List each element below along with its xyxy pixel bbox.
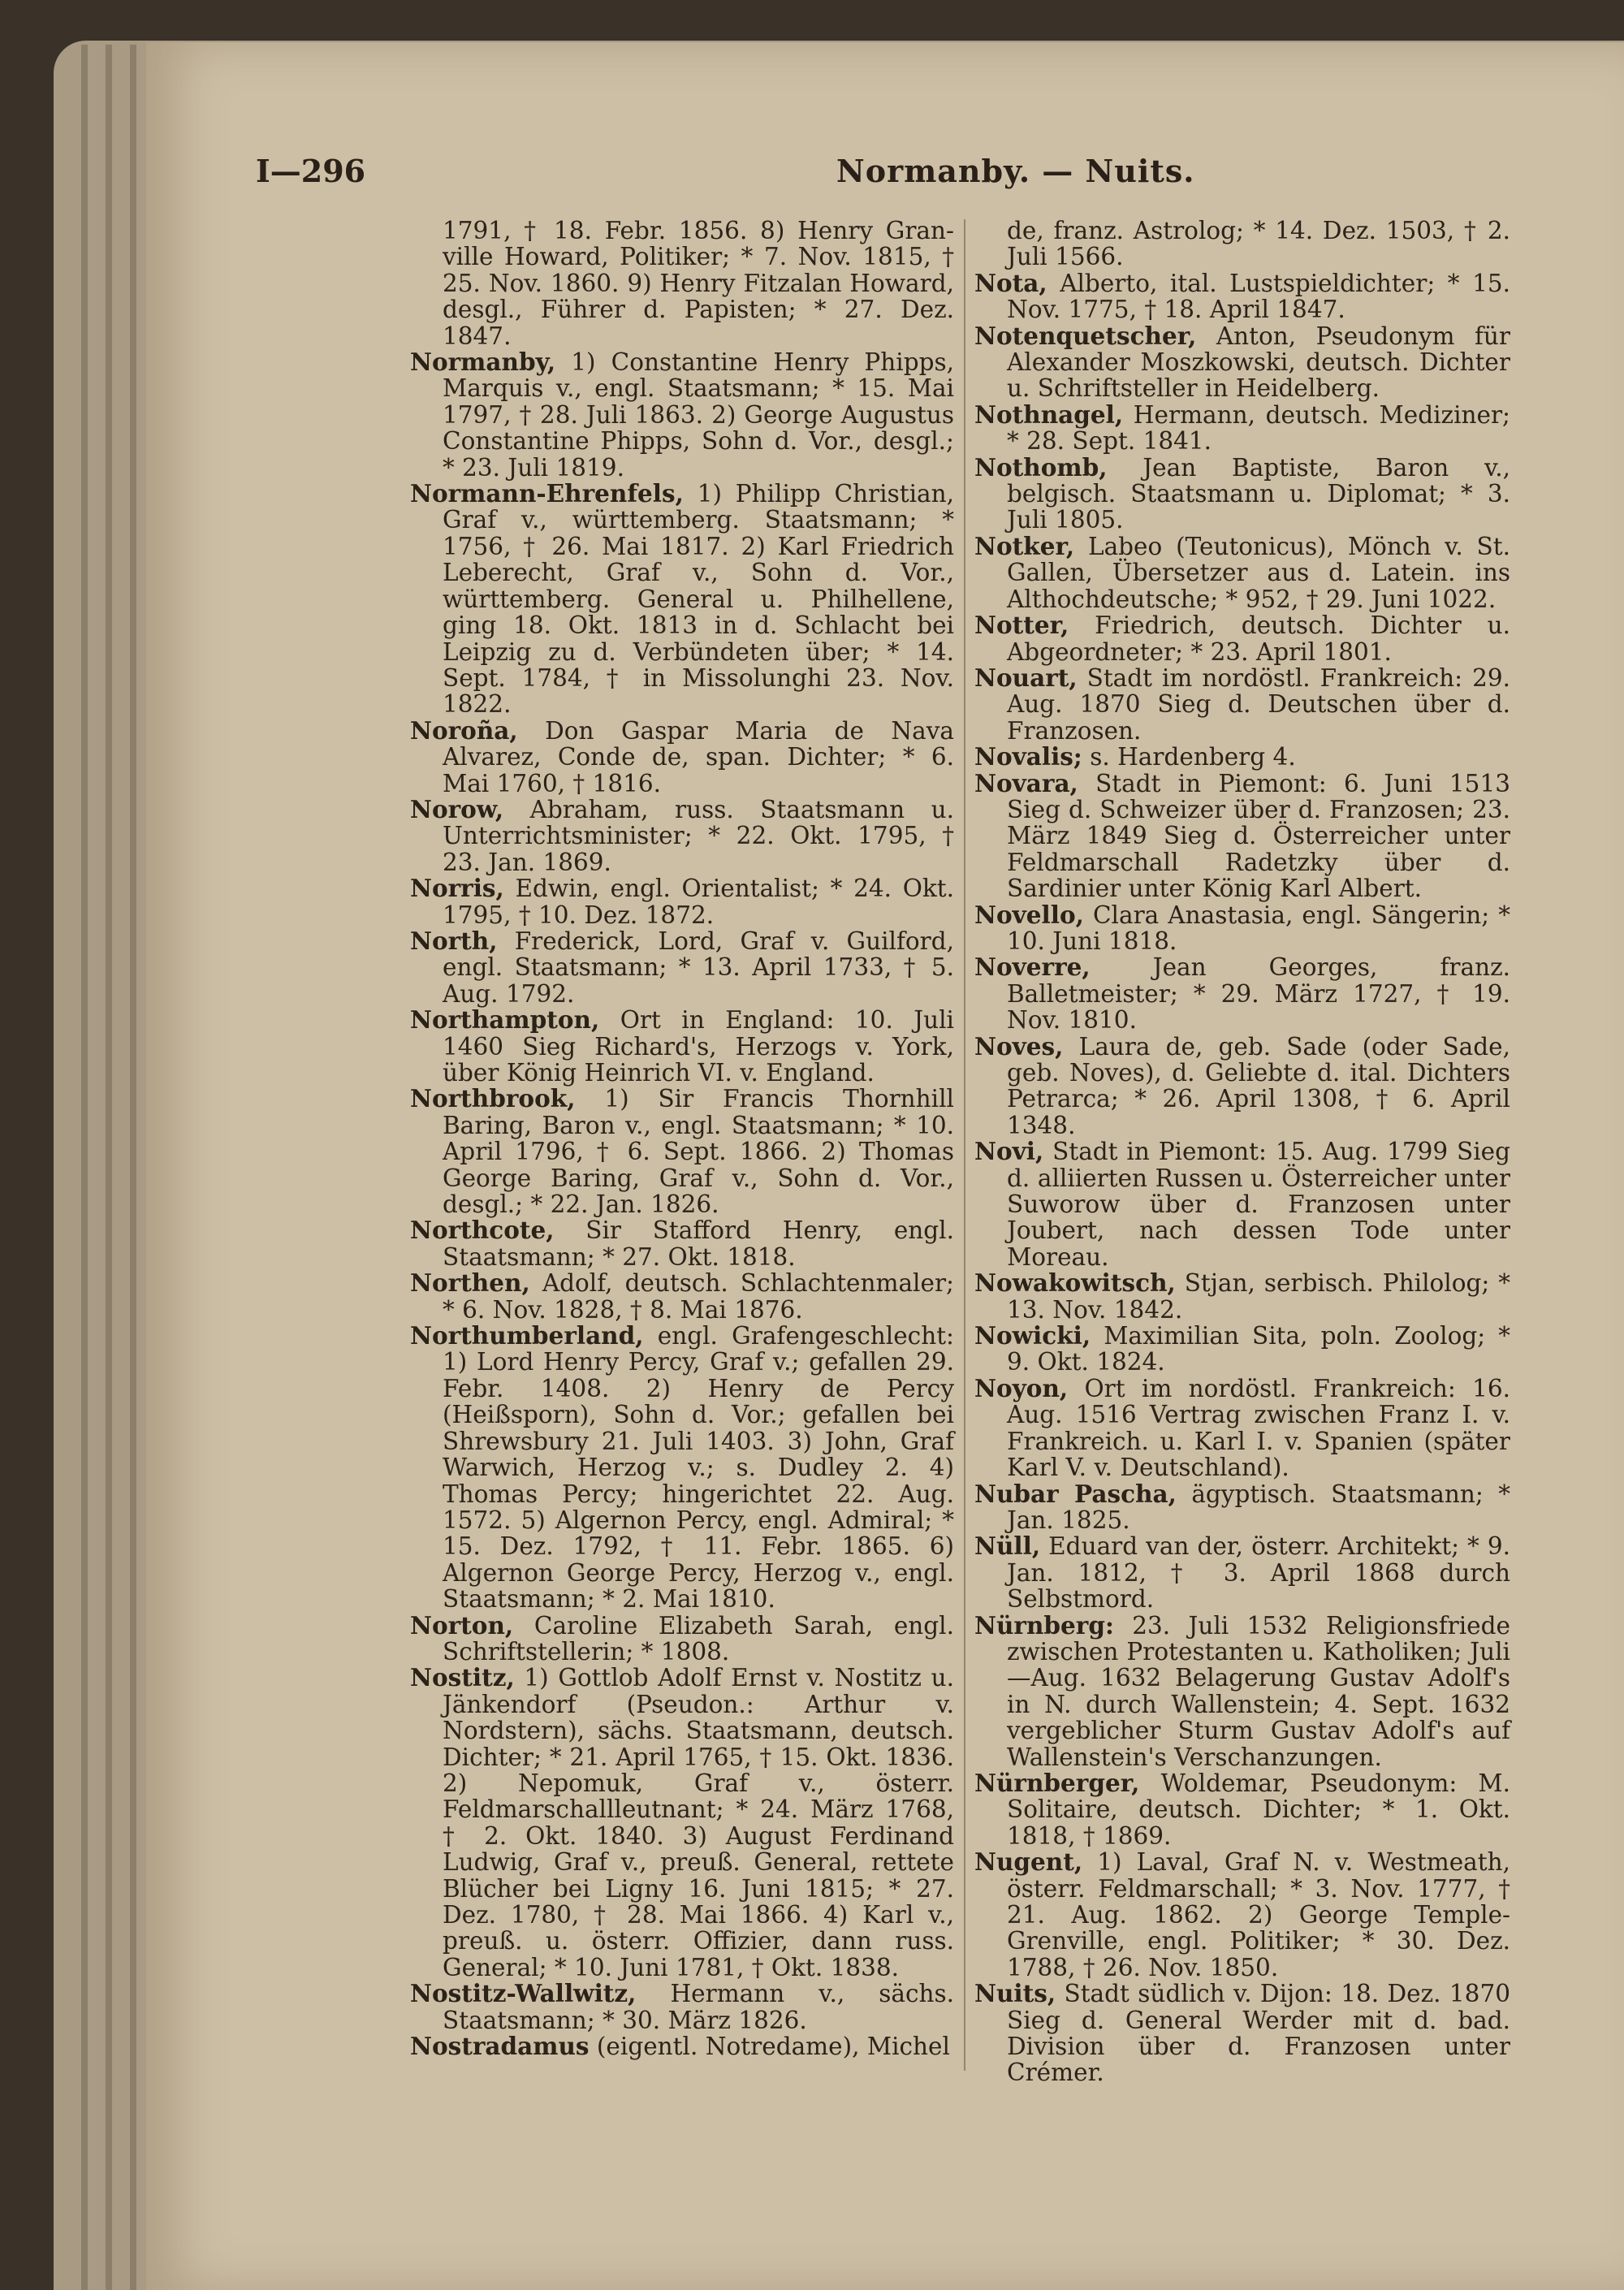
dictionary-entry (410, 1665, 954, 1981)
entry-headword: Northcote, (410, 1216, 555, 1245)
dictionary-entry (410, 1981, 954, 2033)
entry-headword: Nothnagel, (974, 400, 1124, 429)
page-edge (81, 45, 88, 2290)
entry-text: Maximilian Sita, poln. Zoolog; * 9. Okt. 1824. (1007, 1322, 1510, 1376)
running-head: Normanby. — Nuits. (836, 153, 1195, 189)
entry-headword: Nostitz, (410, 1663, 515, 1692)
entry-headword: Norris, (410, 874, 504, 903)
entry-text: 1) Sir Francis Thornhill Baring, Baron v., engl. Staatsmann; * 10. April 1796, † 6. Sept. 1866. 2) Thomas George Baring, Graf v., Sohn d. Vor., desgl.; * 22. Jan. 1826. (443, 1085, 954, 1219)
entry-headword: Normann-Ehrenfels, (410, 479, 684, 508)
entry-headword: Novello, (974, 900, 1084, 929)
dictionary-entry (974, 902, 1510, 955)
entry-headword: Notenquetscher, (974, 321, 1197, 350)
entry-text: Eduard van der, österr. Architekt; * 9. Jan. 1812, † 3. April 1868 durch Selbstmord. (1007, 1532, 1510, 1614)
entry-text: Adolf, deutsch. Schlachtenmaler; * 6. Nov. 1828, † 8. Mai 1876. (443, 1269, 954, 1324)
dictionary-entry (974, 744, 1510, 770)
entry-text: Edwin, engl. Orientalist; * 24. Okt. 1795, † 10. Dez. 1872. (443, 875, 954, 929)
dictionary-entry (974, 402, 1510, 455)
entry-headword: Notker, (974, 531, 1075, 560)
dictionary-entry (410, 2033, 954, 2059)
entry-text: Stadt südlich v. Dijon: 18. Dez. 1870 Sieg d. General Werder mit d. bad. Division über d. Franzosen unter Crémer. (1007, 1980, 1510, 2087)
entry-headword: Northen, (410, 1268, 530, 1298)
dictionary-entry (410, 794, 954, 876)
entry-text: de, franz. Astrolog; * 14. Dez. 1503, † 2. Juli 1566. (1007, 217, 1510, 271)
entry-headword: Normanby, (410, 348, 556, 377)
entry-headword: Nouart, (974, 663, 1078, 692)
entry-text: Hermann v., sächs. Staatsmann; * 30. März 1826. (443, 1980, 954, 2034)
entry-text: Stadt in Piemont: 15. Aug. 1799 Sieg d. alliierten Russen u. Österreicher unter Suworow über d. Franzosen unter Joubert, nach dessen Tode unter Moreau. (1007, 1138, 1510, 1271)
dictionary-entry (410, 928, 954, 1007)
entry-text: 23. Juli 1532 Religionsfriede zwischen Protestanten u. Katholiken; Juli—Aug. 1632 Belagerung Gustav Adolf's in N. durch Wallenstein; 4. Sept. 1632 vergeblicher Sturm Gustav Adolf's auf Wallenstein's Verschanzungen. (1007, 1611, 1510, 1771)
dictionary-entry (974, 1981, 1510, 2086)
entry-text: Friedrich, deutsch. Dichter u. Abgeordneter; * 23. April 1801. (1007, 611, 1510, 666)
dictionary-entry (974, 1323, 1510, 1376)
dictionary-entry (410, 875, 954, 928)
dictionary-entry (974, 954, 1510, 1033)
dictionary-entry (410, 1610, 954, 1666)
entry-text: 1) Constantine Henry Phipps, Marquis v., engl. Staatsmann; * 15. Mai 1797, † 28. Juli 1863. 2) George Augustus Constantine Phipps, Sohn d. Vor., desgl.; * 23. Juli 1819. (443, 348, 954, 482)
entry-headword: Nostitz-Wallwitz, (410, 1979, 637, 2008)
entry-text: Laura de, geb. Sade (oder Sade, geb. Noves), d. Geliebte d. ital. Dichters Petrarca; * 26. April 1308, † 6. April 1348. (1007, 1032, 1510, 1139)
dictionary-entry (974, 323, 1510, 402)
left-column (410, 218, 954, 2059)
entry-text: Don Gaspar Maria de Nava Alvarez, Conde de, span. Dichter; * 6. Mai 1760, † 1816. (443, 716, 954, 797)
entry-text: Hermann, deutsch. Mediziner; * 28. Sept. 1841. (1007, 400, 1510, 456)
dictionary-entry (410, 349, 954, 481)
entry-text: Stadt im nordöstl. Frankreich: 29. Aug. 1870 Sieg d. Deutschen über d. Franzosen. (1007, 663, 1510, 745)
column-divider (964, 219, 965, 2071)
entry-text: engl. Grafengeschlecht: 1) Lord Henry Percy, Graf v.; gefallen 29. Febr. 1408. 2) Henry de Percy (Heißsporn), Sohn d. Vor.; gefallen bei Shrewsbury 21. Juli 1403. 3) John, Graf Warwich, Herzog v.; s. Dudley 2. 4) Thomas Percy; hingerichtet 22. Aug. 1572. 5) Algernon Percy, engl. Admiral; * 15. Dez. 1792, † 11. Febr. 1865. 6) Algernon George Percy, Herzog v., engl. Staatsmann; * 2. Mai 1810. (443, 1322, 954, 1614)
entry-headword: Northampton, (410, 1005, 600, 1035)
dictionary-entry (974, 1481, 1510, 1534)
dictionary-entry (410, 1086, 954, 1217)
entry-text: Stadt in Piemont: 6. Juni 1513 Sieg d. Schweizer über d. Franzosen; 23. März 1849 Sieg d. Österreicher unter Feldmarschall Radetzky über d. Sardinier unter König Karl Albert. (1007, 769, 1510, 903)
dictionary-entry (974, 612, 1510, 665)
entry-headword: Nubar Pascha, (974, 1479, 1177, 1508)
entry-text: 1) Gottlob Adolf Ernst v. Nostitz u. Jänkendorf (Pseudon.: Arthur v. Nordstern), sächs. Staatsmann, deutsch. Dichter; * 21. April 1765, † 15. Okt. 1836. 2) Nepomuk, Graf v., österr. Feldmarschallleutnant; * 24. März 1768, † 2. Okt. 1840. 3) August Ferdinand Ludwig, Graf v., preuß. General, rettete Blücher bei Ligny 16. Juni 1815; * 27. Dez. 1780, † 28. Mai 1866. 4) Karl v., preuß. u. österr. Offizier, dann russ. General; * 10. Juni 1781, † Okt. 1838. (443, 1664, 954, 1981)
right-column (974, 218, 1510, 2086)
dictionary-entry (974, 1610, 1510, 1771)
entry-text: Caroline Elizabeth Sarah, engl. Schriftstellerin; * 1808. (443, 1611, 954, 1666)
entry-headword: Nüll, (974, 1532, 1041, 1561)
entry-headword: Nowicki, (974, 1321, 1091, 1350)
page-edge (130, 45, 136, 2290)
entry-headword: Notter, (974, 611, 1069, 640)
entry-headword: Noverre, (974, 953, 1091, 982)
entry-headword: Noroña, (410, 715, 518, 745)
entry-text: ägyptisch. Staatsmann; * Jan. 1825. (1007, 1480, 1510, 1534)
entry-text: Alberto, ital. Lustspieldichter; * 15. Nov. 1775, † 18. April 1847. (1007, 269, 1510, 324)
entry-headword: Nothomb, (974, 452, 1108, 482)
dictionary-entry (974, 218, 1510, 270)
entry-headword: Norton, (410, 1610, 514, 1640)
dictionary-entry (974, 768, 1510, 903)
entry-text: s. Hardenberg 4. (1082, 743, 1296, 771)
dictionary-entry (410, 218, 954, 349)
entry-text: Sir Stafford Henry, engl. Staatsmann; * 27. Okt. 1818. (443, 1216, 954, 1271)
entry-text: 1791, † 18. Febr. 1856. 8) Henry Granville Howard, Politiker; * 7. Nov. 1815, † 25. Nov. 1860. 9) Henry Fitzalan Howard, desgl., Führer d. Papisten; * 27. Dez. 1847. (443, 217, 954, 350)
entry-text: Abraham, russ. Staatsmann u. Unterrichtsminister; * 22. Okt. 1795, † 23. Jan. 1869. (443, 795, 954, 876)
entry-headword: Novara, (974, 768, 1078, 797)
entry-text: Jean Georges, franz. Balletmeister; * 29. März 1727, † 19. Nov. 1810. (1007, 953, 1510, 1035)
entry-headword: Northumberland, (410, 1321, 644, 1350)
entry-text: Labeo (Teutonicus), Mönch v. St. Gallen, Übersetzer aus d. Latein. ins Althochdeutsche; * 952, † 29. Juni 1022. (1007, 532, 1510, 613)
entry-text: 1) Laval, Graf N. v. Westmeath, österr. Feldmarschall; * 3. Nov. 1777, † 21. Aug. 1862. 2) George Temple-Grenville, engl. Politiker; * 30. Dez. 1788, † 26. Nov. 1850. (1007, 1848, 1510, 1981)
dictionary-entry (410, 1323, 954, 1612)
entry-headword: Nuits, (974, 1979, 1056, 2008)
entry-text: Woldemar, Pseudonym: M. Solitaire, deutsch. Dichter; * 1. Okt. 1818, † 1869. (1007, 1769, 1510, 1850)
entry-text: 1) Philipp Christian, Graf v., württemberg. Staatsmann; * 1756, † 26. Mai 1817. 2) Karl Friedrich Leberecht, Graf v., Sohn d. Vor., württemberg. General u. Philhellene, ging 18. Okt. 1813 in d. Schlacht bei Leipzig zu d. Verbündeten über; * 14. Sept. 1784, † in Missolunghi 23. Nov. 1822. (443, 480, 954, 719)
entry-headword: Northbrook, (410, 1084, 576, 1113)
entry-headword: Norow, (410, 794, 504, 823)
dictionary-entry (974, 531, 1510, 613)
entry-headword: Nürnberger, (974, 1768, 1140, 1797)
entry-headword: North, (410, 926, 498, 955)
dictionary-entry (410, 1007, 954, 1086)
dictionary-entry (410, 715, 954, 797)
dictionary-entry (410, 1270, 954, 1323)
entry-text: Anton, Pseudonym für Alexander Moszkowski, deutsch. Dichter u. Schriftsteller in Heidelberg. (1007, 322, 1510, 403)
entry-text: (eigentl. Notredame), Michel (589, 2033, 950, 2061)
dictionary-entry (974, 1139, 1510, 1270)
entry-headword: Nota, (974, 268, 1047, 297)
entry-text: Ort in England: 10. Juli 1460 Sieg Richard's, Herzogs v. York, über König Heinrich VI. v. England. (443, 1006, 954, 1087)
dictionary-entry (974, 1849, 1510, 1981)
dictionary-entry (974, 1031, 1510, 1139)
dictionary-entry (974, 665, 1510, 744)
page-edge (106, 45, 112, 2290)
entry-headword: Nugent, (974, 1847, 1083, 1877)
dictionary-entry (974, 452, 1510, 534)
entry-headword: Noves, (974, 1031, 1064, 1061)
entry-headword: Nostradamus (410, 2032, 590, 2061)
entry-headword: Noyon, (974, 1373, 1069, 1402)
dictionary-entry (974, 1770, 1510, 1849)
entry-text: Stjan, serbisch. Philolog; * 13. Nov. 1842. (1007, 1269, 1510, 1324)
dictionary-entry (410, 1217, 954, 1270)
dictionary-entry (974, 1373, 1510, 1482)
entry-text: Frederick, Lord, Graf v. Guilford, engl. Staatsmann; * 13. April 1733, † 5. Aug. 1792. (443, 927, 954, 1008)
entry-text: Ort im nordöstl. Frankreich: 16. Aug. 1516 Vertrag zwischen Franz I. v. Frankreich. u. Karl I. v. Spanien (später Karl V. v. Deutschland). (1007, 1374, 1510, 1482)
entry-headword: Nowakowitsch, (974, 1268, 1176, 1298)
entry-headword: Novalis; (974, 742, 1082, 771)
entry-headword: Nürnberg: (974, 1610, 1114, 1640)
entry-text: Clara Anastasia, engl. Sängerin; * 10. Juni 1818. (1007, 901, 1510, 955)
dictionary-entry (974, 270, 1510, 323)
dictionary-entry (410, 481, 954, 718)
entry-text: Jean Baptiste, Baron v., belgisch. Staatsmann u. Diplomat; * 3. Juli 1805. (1007, 453, 1510, 534)
entry-headword: Novi, (974, 1137, 1044, 1166)
page-number: I—296 (256, 153, 366, 189)
dictionary-entry (974, 1533, 1510, 1612)
dictionary-entry (974, 1270, 1510, 1323)
